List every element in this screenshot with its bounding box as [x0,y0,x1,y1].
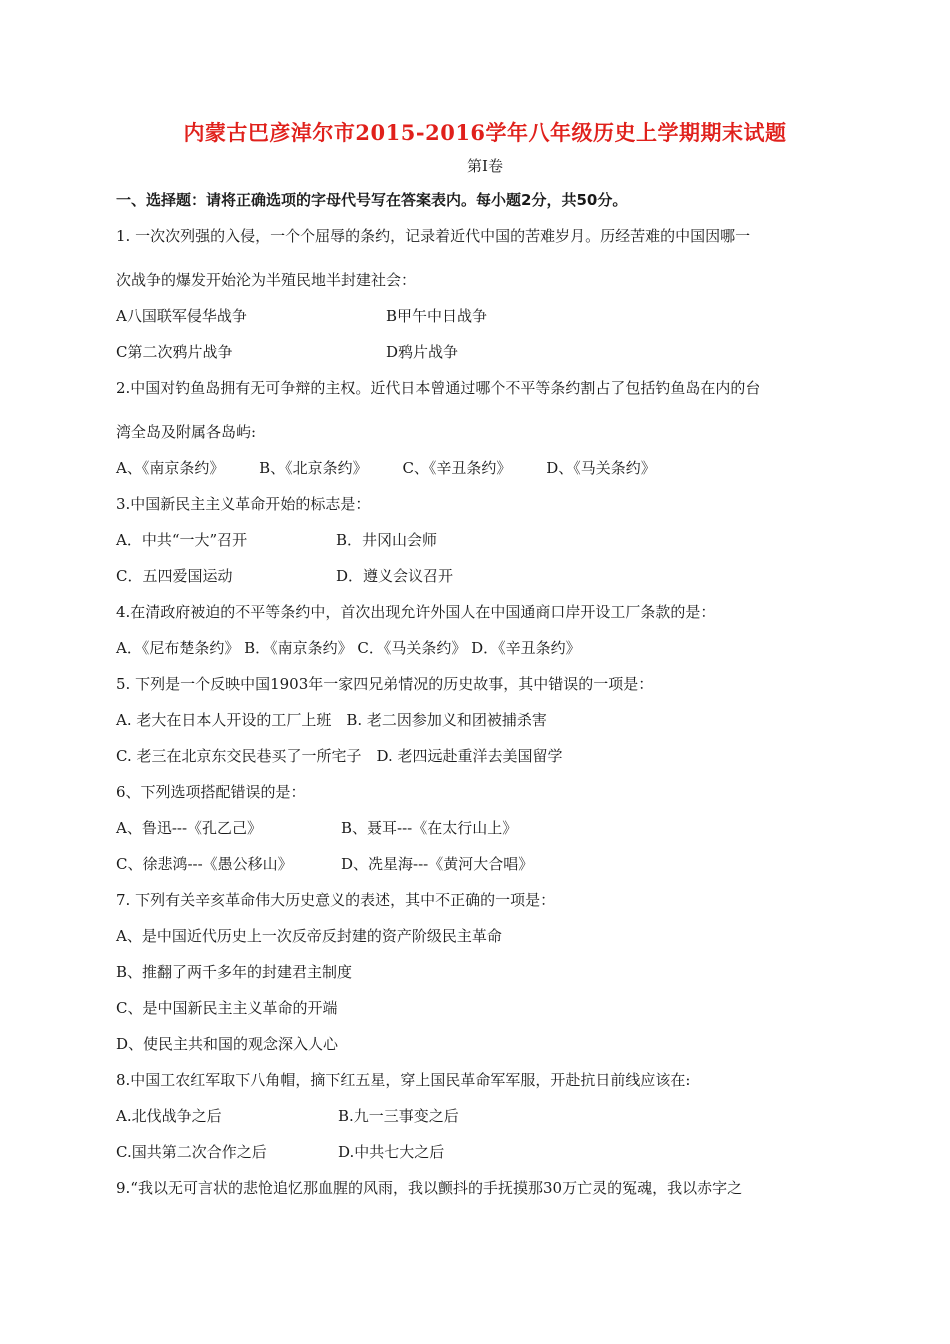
question-4-options: A．《尼布楚条约》 B．《南京条约》 C．《马关条约》 D．《辛丑条约》 [116,639,581,657]
question-2-options [116,456,854,480]
question-5-options-row-1: A. 老大在日本人开设的工厂上班 B. 老二因参加义和团被捕杀害 [116,711,547,729]
question-1-options-row-2 [116,340,854,364]
question-6-option-a: A、鲁迅---《孔乙己》 [116,819,263,837]
question-3-option-a: A．中共“一大”召开 [116,531,248,549]
question-6-stem: 6、下列选项搭配错误的是： [116,783,306,801]
question-1-options-row-1 [116,304,854,328]
question-7-option-b: B、推翻了两千多年的封建君主制度 [116,963,353,981]
question-3-stem: 3.中国新民主主义革命开始的标志是： [116,495,371,513]
volume-label: 第Ⅰ卷 [467,157,503,175]
question-8-option-b: B.九一三事变之后 [338,1107,459,1125]
question-8-options-row-1 [116,1104,854,1128]
question-7-option-c: C、是中国新民主主义革命的开端 [116,999,338,1017]
question-6-options-row-2 [116,852,854,876]
question-2-stem-line-2: 湾全岛及附属各岛屿: [116,423,257,441]
question-7-option-d: D、使民主共和国的观念深入人心 [116,1035,339,1053]
question-2-option-d: D、《马关条约》 [546,459,656,477]
question-2-option-b: B、《北京条约》 [259,459,368,477]
question-3-option-c: C．五四爱国运动 [116,567,233,585]
question-6-option-b: B、聂耳---《在太行山上》 [341,819,518,837]
question-1-option-d: D鸦片战争 [386,343,459,361]
question-8-option-c: C.国共第二次合作之后 [116,1143,267,1161]
question-1-option-a: A八国联军侵华战争 [116,307,247,325]
question-2-option-c: C、《辛丑条约》 [402,459,512,477]
question-1-stem-line-1: 1. 一次次列强的入侵，一个个屈辱的条约，记录着近代中国的苦难岁月。历经苦难的中国因哪一 [116,227,751,245]
question-6-options-row-1 [116,816,854,840]
question-5-stem: 5. 下列是一个反映中国1903年一家四兄弟情况的历史故事，其中错误的一项是： [116,675,654,693]
question-6-option-c: C、徐悲鸿---《愚公移山》 [116,855,293,873]
question-2-option-a: A、《南京条约》 [116,459,225,477]
question-8-option-a: A.北伐战争之后 [116,1107,222,1125]
question-3-option-d: D．遵义会议召开 [336,567,454,585]
page-title: 内蒙古巴彦淖尔市2015-2016学年八年级历史上学期期末试题 [183,120,787,145]
section-heading: 一、选择题：请将正确选项的字母代号写在答案表内。每小题2分，共50分。 [116,191,628,209]
question-1-stem-line-2: 次战争的爆发开始沦为半殖民地半封建社会： [116,271,417,289]
question-8-options-row-2 [116,1140,854,1164]
question-3-option-b: B．井冈山会师 [336,531,438,549]
question-1-option-c: C第二次鸦片战争 [116,343,233,361]
question-5-options-row-2: C. 老三在北京东交民巷买了一所宅子 D. 老四远赴重洋去美国留学 [116,747,563,765]
question-4-stem: 4.在清政府被迫的不平等条约中，首次出现允许外国人在中国通商口岸开设工厂条款的是： [116,603,716,621]
question-8-stem: 8.中国工农红军取下八角帽，摘下红五星，穿上国民革命军军服，开赴抗日前线应该在: [116,1071,691,1089]
question-1-option-b: B甲午中日战争 [386,307,488,325]
question-3-options-row-1 [116,528,854,552]
question-6-option-d: D、冼星海---《黄河大合唱》 [341,855,534,873]
question-7-stem: 7. 下列有关辛亥革命伟大历史意义的表述，其中不正确的一项是： [116,891,556,909]
question-8-option-d: D.中共七大之后 [338,1143,445,1161]
question-7-option-a: A、是中国近代历史上一次反帝反封建的资产阶级民主革命 [116,927,502,945]
question-3-options-row-2 [116,564,854,588]
question-2-stem-line-1: 2.中国对钓鱼岛拥有无可争辩的主权。近代日本曾通过哪个不平等条约割占了包括钓鱼岛在内的台 [116,379,761,397]
question-9-stem: 9.“我以无可言状的悲怆追忆那血腥的风雨，我以颤抖的手抚摸那30万亡灵的冤魂，我以赤字之 [116,1179,743,1197]
